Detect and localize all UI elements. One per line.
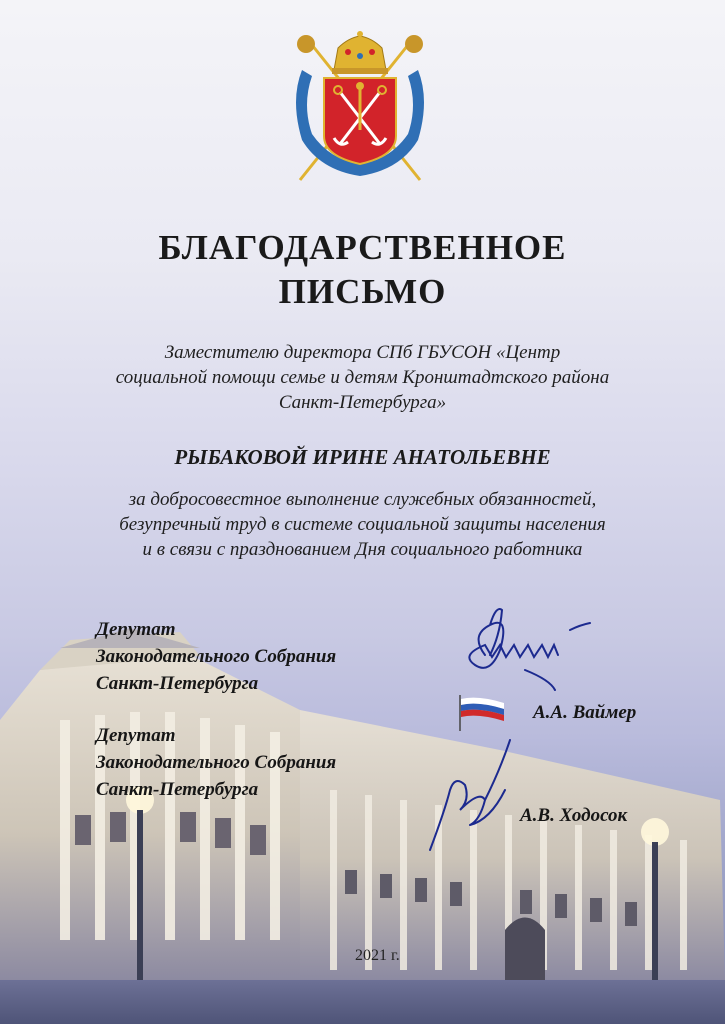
signatory-position-1	[96, 616, 336, 697]
recipient-name: РЫБАКОВОЙ ИРИНЕ АНАТОЛЬЕВНЕ	[174, 445, 551, 469]
signatory-position-2	[96, 722, 336, 803]
recipient-position-line: Санкт-Петербурга»	[278, 392, 447, 413]
handwritten-signature-1	[430, 595, 600, 705]
signatory-position-line: Санкт-Петербурга	[96, 673, 259, 694]
signatory-name-1: А.А. Ваймер	[533, 702, 637, 723]
signatory-position-line: Законодательного Собрания	[96, 752, 337, 773]
document-title-line2: ПИСЬМО	[278, 272, 447, 311]
signatory-name-2: А.В. Ходосок	[520, 805, 628, 826]
signatory-position-line: Депутат	[96, 725, 176, 746]
award-reason-line: и в связи с празднованием Дня социального работника	[142, 539, 583, 560]
recipient-position-line: социальной помощи семье и детям Кронштадтского района	[115, 367, 610, 388]
recipient-position-line: Заместителю директора СПб ГБУСОН «Центр	[164, 342, 561, 363]
handwritten-signature-2	[410, 730, 530, 855]
document-title-line1: БЛАГОДАРСТВЕННОЕ	[158, 228, 567, 267]
document-year: 2021 г.	[355, 947, 400, 964]
award-reason-line: безупречный труд в системе социальной защиты населения	[119, 514, 606, 535]
award-reason	[40, 487, 685, 562]
award-reason-line: за добросовестное выполнение служебных обязанностей,	[128, 489, 597, 510]
recipient-position	[40, 340, 685, 415]
st-petersburg-coat-of-arms-icon	[290, 30, 430, 182]
signatory-position-line: Законодательного Собрания	[96, 646, 337, 667]
signatory-position-line: Санкт-Петербурга	[96, 779, 259, 800]
signatory-position-line: Депутат	[96, 619, 176, 640]
